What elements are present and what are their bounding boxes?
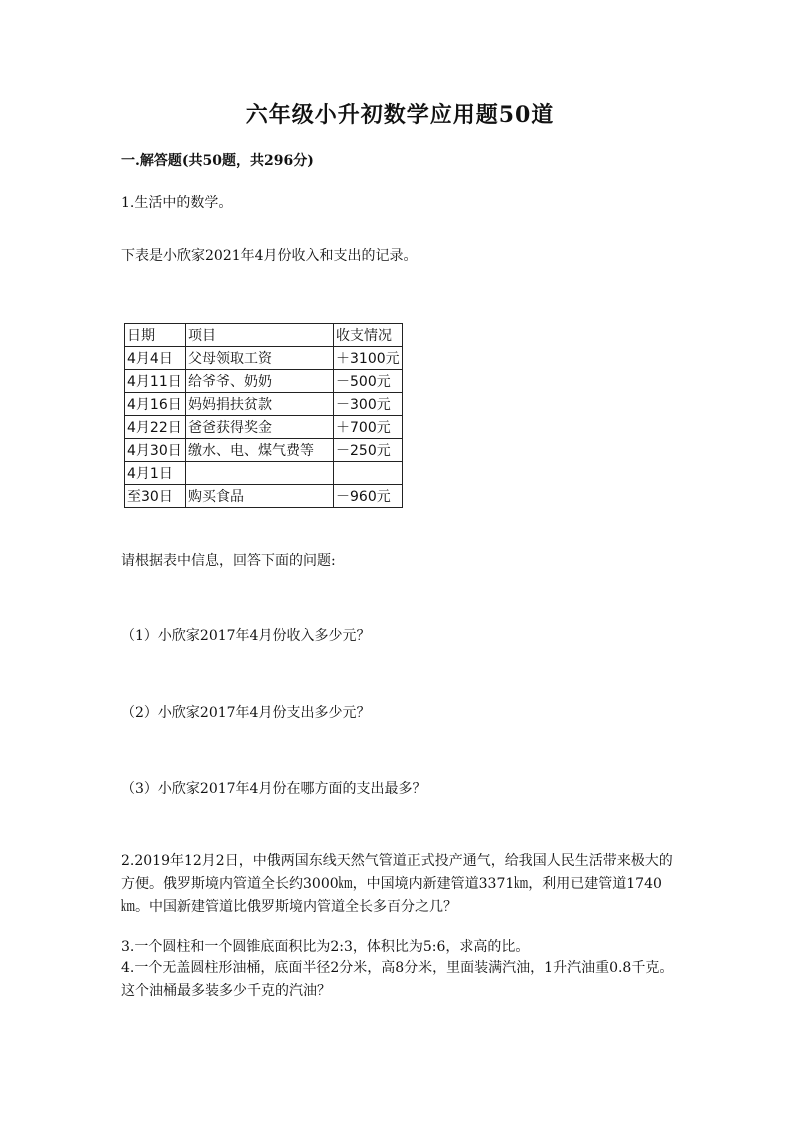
table-cell-amount: －960元 [334, 485, 403, 508]
table-cell-date: 至30日 [125, 485, 186, 508]
question-1-sub-1: （1）小欣家2017年4月份收入多少元？ [121, 628, 371, 644]
table-header-cell: 收支情况 [334, 324, 403, 347]
table-row [125, 347, 403, 370]
table-cell-item: 爸爸获得奖金 [186, 416, 334, 439]
table-cell-item: 给爷爷、奶奶 [186, 370, 334, 393]
table-row [125, 393, 403, 416]
question-1-intro: 下表是小欣家2021年4月份收入和支出的记录。 [121, 248, 418, 264]
table-cell-amount: －250元 [334, 439, 403, 462]
table-row [125, 416, 403, 439]
table-cell-amount: －500元 [334, 370, 403, 393]
table-cell-amount: －300元 [334, 393, 403, 416]
income-expense-table [124, 323, 403, 508]
question-2: 2.2019年12月2日，中俄两国东线天然气管道正式投产通气，给我国人民生活带来极大的方便。俄罗斯境内管道全长约3000㎞，中国境内新建管道3371㎞，利用已建管道1740㎞。中国新建管道比俄罗斯境内管道全长多百分之几？ [121, 853, 673, 915]
table-cell-date: 4月16日 [125, 393, 186, 416]
table-row [125, 462, 403, 485]
question-3: 3.一个圆柱和一个圆锥底面积比为2:3，体积比为5:6，求高的比。 [121, 939, 530, 955]
table-row [125, 370, 403, 393]
table-cell-date: 4月1日 [125, 462, 186, 485]
table-header-cell: 项目 [186, 324, 334, 347]
table-cell-item: 缴水、电、煤气费等 [186, 439, 334, 462]
table-cell-item: 妈妈捐扶贫款 [186, 393, 334, 416]
table-cell-date: 4月4日 [125, 347, 186, 370]
table-cell-date: 4月30日 [125, 439, 186, 462]
table-cell-item [186, 462, 334, 485]
question-1-sub-2: （2）小欣家2017年4月份支出多少元？ [121, 705, 371, 721]
table-cell-item: 父母领取工资 [186, 347, 334, 370]
table-cell-amount: ＋700元 [334, 416, 403, 439]
table-cell-date: 4月11日 [125, 370, 186, 393]
table-cell-amount: ＋3100元 [334, 347, 403, 370]
table-cell-date: 4月22日 [125, 416, 186, 439]
question-1-sub-3: （3）小欣家2017年4月份在哪方面的支出最多？ [121, 781, 427, 797]
section-heading: 一.解答题(共50题，共296分) [121, 153, 314, 169]
table-cell-item: 购买食品 [186, 485, 334, 508]
question-1-prompt: 请根据表中信息，回答下面的问题: [121, 553, 336, 569]
question-1-heading: 1.生活中的数学。 [121, 195, 233, 211]
page-title: 六年级小升初数学应用题50道 [245, 102, 555, 128]
question-4: 4.一个无盖圆柱形油桶，底面半径2分米，高8分米，里面装满汽油，1升汽油重0.8千克。这个油桶最多装多少千克的汽油？ [121, 960, 674, 999]
table-header-cell: 日期 [125, 324, 186, 347]
table-row [125, 485, 403, 508]
table-row [125, 439, 403, 462]
table-cell-amount [334, 462, 403, 485]
table-header-row [125, 324, 403, 347]
